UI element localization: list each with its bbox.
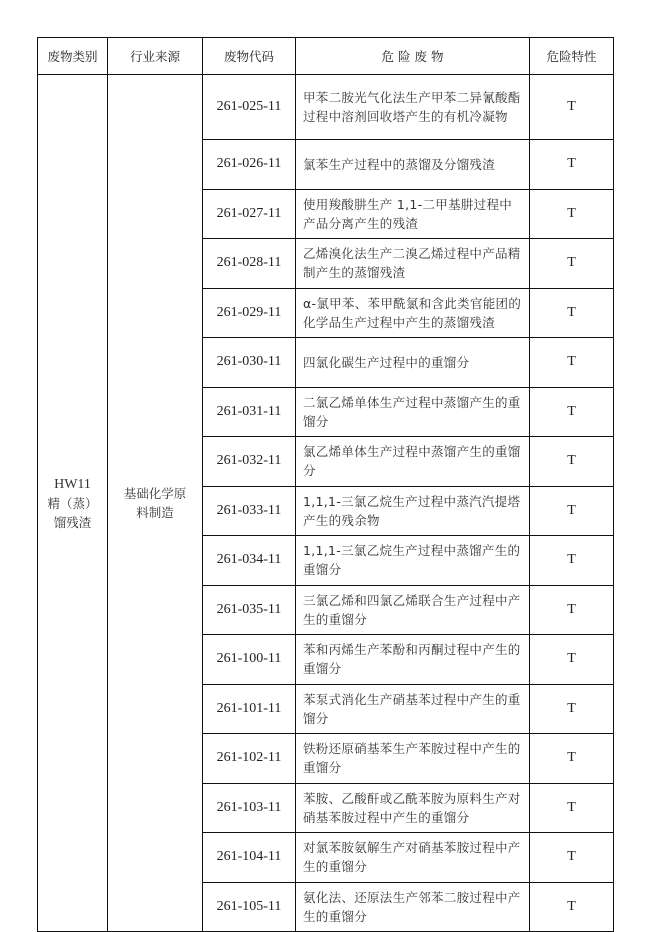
hazard-property: T bbox=[530, 437, 614, 487]
waste-code: 261-034-11 bbox=[203, 536, 296, 586]
header-waste: 危 险 废 物 bbox=[296, 38, 530, 75]
waste-description: 苯胺、乙酸酐或乙酰苯胺为原料生产对硝基苯胺过程中产生的重馏分 bbox=[296, 783, 530, 833]
waste-description: 氨化法、还原法生产邻苯二胺过程中产生的重馏分 bbox=[296, 882, 530, 932]
table-row bbox=[38, 75, 614, 140]
waste-description: 四氯化碳生产过程中的重馏分 bbox=[296, 338, 530, 388]
hazard-property: T bbox=[530, 536, 614, 586]
hazardous-waste-table bbox=[37, 37, 614, 932]
waste-code: 261-032-11 bbox=[203, 437, 296, 487]
hazard-property: T bbox=[530, 288, 614, 338]
waste-code: 261-033-11 bbox=[203, 486, 296, 536]
header-industry: 行业来源 bbox=[108, 38, 203, 75]
waste-code: 261-026-11 bbox=[203, 140, 296, 190]
hazard-property: T bbox=[530, 783, 614, 833]
waste-code: 261-025-11 bbox=[203, 75, 296, 140]
waste-description: 1,1,1-三氯乙烷生产过程中蒸馏产生的重馏分 bbox=[296, 536, 530, 586]
hazard-property: T bbox=[530, 585, 614, 635]
waste-description: 三氯乙烯和四氯乙烯联合生产过程中产生的重馏分 bbox=[296, 585, 530, 635]
header-hazard: 危险特性 bbox=[530, 38, 614, 75]
waste-description: 1,1,1-三氯乙烷生产过程中蒸汽汽提塔产生的残余物 bbox=[296, 486, 530, 536]
hazard-property: T bbox=[530, 239, 614, 289]
waste-code: 261-102-11 bbox=[203, 734, 296, 784]
hazard-property: T bbox=[530, 882, 614, 932]
waste-code: 261-105-11 bbox=[203, 882, 296, 932]
waste-code: 261-031-11 bbox=[203, 387, 296, 437]
hazard-property: T bbox=[530, 734, 614, 784]
waste-description: 二氯乙烯单体生产过程中蒸馏产生的重馏分 bbox=[296, 387, 530, 437]
hazard-property: T bbox=[530, 833, 614, 883]
hazard-property: T bbox=[530, 387, 614, 437]
hazard-property: T bbox=[530, 140, 614, 190]
waste-category-cell bbox=[38, 75, 108, 932]
waste-description: 氯苯生产过程中的蒸馏及分馏残渣 bbox=[296, 140, 530, 190]
waste-description: 苯泵式消化生产硝基苯过程中产生的重馏分 bbox=[296, 684, 530, 734]
hazard-property: T bbox=[530, 486, 614, 536]
waste-code: 261-029-11 bbox=[203, 288, 296, 338]
hazard-property: T bbox=[530, 338, 614, 388]
header-row bbox=[38, 38, 614, 75]
industry-line-1: 基础化学原 bbox=[123, 486, 187, 501]
hazard-property: T bbox=[530, 635, 614, 685]
waste-description: 氯乙烯单体生产过程中蒸馏产生的重馏分 bbox=[296, 437, 530, 487]
category-code: HW11 bbox=[54, 477, 91, 492]
waste-description: 铁粉还原硝基苯生产苯胺过程中产生的重馏分 bbox=[296, 734, 530, 784]
waste-description: 苯和丙烯生产苯酚和丙酮过程中产生的重馏分 bbox=[296, 635, 530, 685]
waste-code: 261-101-11 bbox=[203, 684, 296, 734]
waste-description: 甲苯二胺光气化法生产甲苯二异氰酸酯过程中溶剂回收塔产生的有机冷凝物 bbox=[296, 75, 530, 140]
waste-code: 261-104-11 bbox=[203, 833, 296, 883]
industry-source-cell bbox=[108, 75, 203, 932]
waste-code: 261-035-11 bbox=[203, 585, 296, 635]
waste-code: 261-100-11 bbox=[203, 635, 296, 685]
waste-code: 261-103-11 bbox=[203, 783, 296, 833]
waste-code: 261-027-11 bbox=[203, 189, 296, 239]
waste-description: 对氯苯胺氨解生产对硝基苯胺过程中产生的重馏分 bbox=[296, 833, 530, 883]
header-category: 废物类别 bbox=[38, 38, 108, 75]
waste-code: 261-030-11 bbox=[203, 338, 296, 388]
waste-description: 使用羧酸肼生产 1,1-二甲基肼过程中产品分离产生的残渣 bbox=[296, 189, 530, 239]
hazard-property: T bbox=[530, 189, 614, 239]
waste-description: 乙烯溴化法生产二溴乙烯过程中产品精制产生的蒸馏残渣 bbox=[296, 239, 530, 289]
category-name-1: 精（蒸） bbox=[47, 496, 98, 511]
waste-description: α-氯甲苯、苯甲酰氯和含此类官能团的化学品生产过程中产生的蒸馏残渣 bbox=[296, 288, 530, 338]
waste-code: 261-028-11 bbox=[203, 239, 296, 289]
header-code: 废物代码 bbox=[203, 38, 296, 75]
category-name-2: 馏残渣 bbox=[53, 515, 92, 530]
industry-line-2: 料制造 bbox=[136, 505, 174, 520]
hazard-property: T bbox=[530, 75, 614, 140]
hazard-property: T bbox=[530, 684, 614, 734]
